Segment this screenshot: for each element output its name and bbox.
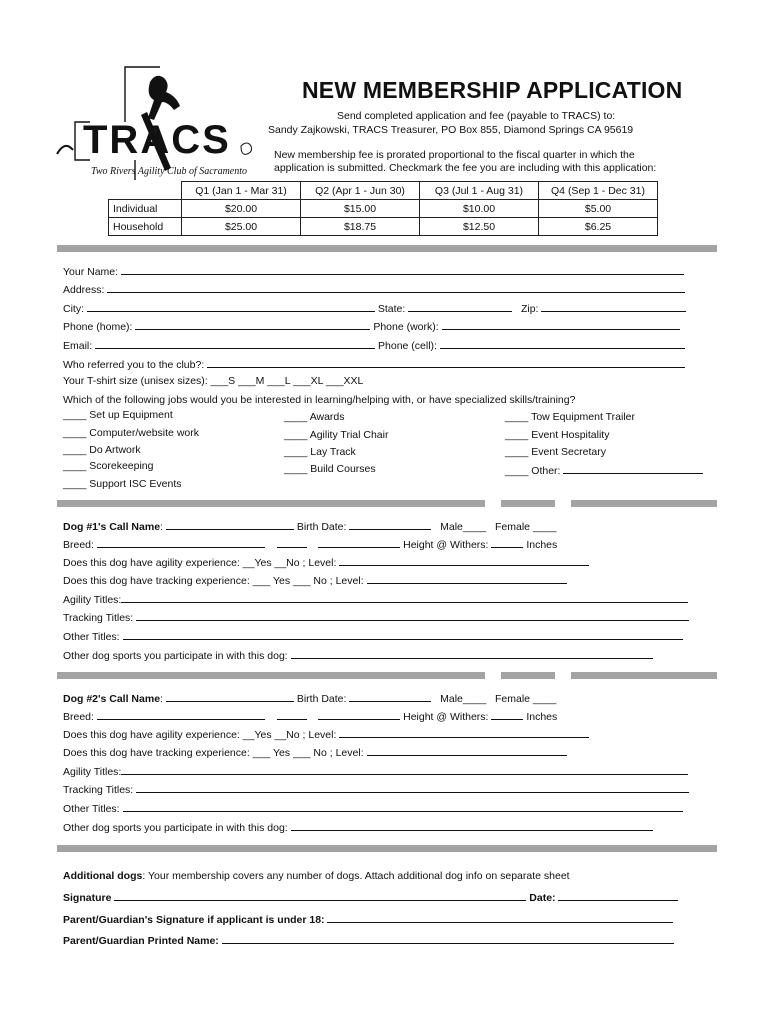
divider-notch — [555, 500, 571, 507]
job-other-label: ____ Other: — [505, 465, 561, 477]
fee-row-label: Individual — [109, 200, 182, 218]
dog2-female[interactable]: Female ____ — [495, 693, 557, 705]
dog2-tracking-titles-label: Tracking Titles: — [63, 784, 134, 796]
fee-cell[interactable]: $10.00 — [420, 200, 539, 218]
quarter-header: Q3 (Jul 1 - Aug 31) — [420, 182, 539, 200]
state-label: State: — [377, 303, 406, 315]
tracs-logo — [55, 62, 265, 182]
city-field[interactable] — [63, 301, 686, 315]
referred-label: Who referred you to the club?: — [63, 359, 205, 371]
treasurer-address: Sandy Zajkowski, TRACS Treasurer, PO Box 855, Diamond Springs CA 95619 — [268, 124, 634, 136]
fee-note-line-2: application is submitted. Checkmark the fee you are including with this application: — [274, 162, 657, 174]
dog1-other-titles-label: Other Titles: — [63, 631, 120, 643]
dog1-tracking-exp-field[interactable] — [63, 573, 567, 587]
dog1-height-label: Height @ Withers: — [403, 539, 489, 551]
city-label: City: — [63, 303, 84, 315]
phone-cell-label: Phone (cell): — [378, 340, 437, 352]
fee-cell[interactable]: $5.00 — [539, 200, 658, 218]
dog2-call-name-label: Dog #2's Call Name — [63, 693, 161, 705]
divider-notch — [485, 672, 501, 679]
dog1-agility-exp-field[interactable] — [63, 555, 589, 569]
dog2-agility-exp-label: Does this dog have agility experience: __Yes __No ; Level: — [63, 729, 337, 741]
quarter-header: Q4 (Sep 1 - Dec 31) — [539, 182, 658, 200]
divider-notch — [485, 500, 501, 507]
fee-cell[interactable]: $18.75 — [301, 218, 420, 236]
additional-dogs-text: : Your membership covers any number of dogs. Attach additional dog info on separate sheet — [142, 870, 570, 882]
fee-cell[interactable]: $20.00 — [182, 200, 301, 218]
dog2-male[interactable]: Male____ — [440, 693, 487, 705]
dog1-call-name-field[interactable]: Dog #1's Call Name: Birth Date: Male____ Female ____ — [63, 521, 557, 533]
dog1-tracking-exp-label: Does this dog have tracking experience: ___ Yes ___ No ; Level: — [63, 575, 364, 587]
divider-notch — [555, 672, 571, 679]
job-awards[interactable]: ____ Awards — [284, 411, 345, 423]
name-field[interactable] — [63, 264, 684, 278]
dog1-birth-label: Birth Date: — [296, 521, 347, 533]
dog2-agility-exp-field[interactable] — [63, 727, 589, 741]
dog2-inches-label: Inches — [526, 711, 558, 723]
dog2-tracking-titles-field[interactable] — [63, 782, 689, 796]
dog1-agility-exp-label: Does this dog have agility experience: __Yes __No ; Level: — [63, 557, 337, 569]
dog1-breed-label: Breed: — [63, 539, 94, 551]
dog1-inches-label: Inches — [526, 539, 558, 551]
dog1-other-sports-field[interactable] — [63, 648, 653, 662]
dog2-other-titles-field[interactable] — [63, 801, 683, 815]
job-lay-track[interactable]: ____ Lay Track — [284, 446, 356, 458]
dog2-call-name-field[interactable]: Dog #2's Call Name: Birth Date: Male____ Female ____ — [63, 693, 557, 705]
fee-cell[interactable]: $25.00 — [182, 218, 301, 236]
phone-home-label: Phone (home): — [63, 321, 133, 333]
additional-dogs-note — [63, 870, 570, 882]
jobs-question: Which of the following jobs would you be interested in learning/helping with, or have specialized skills/training? — [63, 394, 576, 406]
zip-label: Zip: — [520, 303, 539, 315]
dog2-other-sports-label: Other dog sports you participate in with this dog: — [63, 822, 288, 834]
dog2-other-titles-label: Other Titles: — [63, 803, 120, 815]
logo-wordmark: TRACS — [83, 118, 231, 162]
signature-label: Signature — [63, 892, 112, 904]
job-computer-website[interactable]: ____ Computer/website work — [63, 427, 199, 439]
fee-table-header — [109, 182, 658, 200]
job-trial-chair[interactable]: ____ Agility Trial Chair — [284, 429, 389, 441]
dog2-breed-field[interactable] — [63, 709, 557, 723]
email-field[interactable] — [63, 338, 685, 352]
date-label: Date: — [529, 892, 556, 904]
logo-caption: Two Rivers Agility Club of Sacramento — [91, 166, 248, 177]
signature-field[interactable] — [63, 890, 678, 904]
fee-cell[interactable]: $6.25 — [539, 218, 658, 236]
job-setup-equipment[interactable]: ____ Set up Equipment — [63, 409, 173, 421]
dog1-agility-titles-label: Agility Titles: — [63, 594, 122, 606]
referred-field[interactable] — [63, 357, 685, 371]
dog2-other-sports-field[interactable] — [63, 820, 653, 834]
fee-row-household — [109, 218, 658, 236]
dog1-breed-field[interactable] — [63, 537, 557, 551]
section-divider — [57, 672, 717, 679]
section-divider — [57, 500, 717, 507]
dog1-tracking-titles-label: Tracking Titles: — [63, 612, 134, 624]
guardian-signature-label: Parent/Guardian's Signature if applicant is under 18: — [63, 914, 325, 926]
fee-table-corner — [109, 182, 182, 200]
job-hospitality[interactable]: ____ Event Hospitality — [505, 429, 610, 441]
section-divider — [57, 845, 717, 852]
job-artwork[interactable]: ____ Do Artwork — [63, 444, 141, 456]
dog2-agility-titles-field[interactable] — [63, 764, 688, 778]
dog1-call-name-label: Dog #1's Call Name — [63, 521, 161, 533]
address-field[interactable] — [63, 282, 685, 296]
job-scorekeeping[interactable]: ____ Scorekeeping — [63, 460, 154, 472]
section-divider — [57, 245, 717, 252]
dog1-tracking-titles-field[interactable] — [63, 610, 689, 624]
quarter-header: Q1 (Jan 1 - Mar 31) — [182, 182, 301, 200]
job-tow-trailer[interactable]: ____ Tow Equipment Trailer — [505, 411, 635, 423]
address-label: Address: — [63, 284, 105, 296]
dog2-tracking-exp-field[interactable] — [63, 745, 567, 759]
job-support-isc[interactable]: ____ Support ISC Events — [63, 478, 182, 490]
job-other[interactable] — [505, 463, 703, 477]
job-secretary[interactable]: ____ Event Secretary — [505, 446, 606, 458]
guardian-name-label: Parent/Guardian Printed Name: — [63, 935, 219, 947]
dog1-female[interactable]: Female ____ — [495, 521, 557, 533]
fee-cell[interactable]: $12.50 — [420, 218, 539, 236]
fee-row-individual — [109, 200, 658, 218]
dog2-breed-label: Breed: — [63, 711, 94, 723]
name-label: Your Name: — [63, 266, 119, 278]
guardian-name-field[interactable] — [63, 933, 674, 947]
send-instructions: Send completed application and fee (payable to TRACS) to: — [337, 110, 616, 122]
fee-row-label: Household — [109, 218, 182, 236]
dog2-tracking-exp-label: Does this dog have tracking experience: ___ Yes ___ No ; Level: — [63, 747, 364, 759]
guardian-signature-field[interactable] — [63, 912, 673, 926]
job-build-courses[interactable]: ____ Build Courses — [284, 463, 376, 475]
dog1-agility-titles-field[interactable] — [63, 592, 688, 606]
fee-table — [108, 181, 658, 236]
tshirt-size-field[interactable]: Your T-shirt size (unisex sizes): ___S ___M ___L ___XL ___XXL — [63, 375, 364, 387]
dog2-agility-titles-label: Agility Titles: — [63, 766, 122, 778]
phone-work-label: Phone (work): — [373, 321, 439, 333]
fee-note-line-1: New membership fee is prorated proportional to the fiscal quarter in which the — [274, 149, 635, 161]
quarter-header: Q2 (Apr 1 - Jun 30) — [301, 182, 420, 200]
dog2-height-label: Height @ Withers: — [403, 711, 489, 723]
dog1-male[interactable]: Male____ — [440, 521, 487, 533]
page-title: NEW MEMBERSHIP APPLICATION — [302, 77, 683, 103]
additional-dogs-label: Additional dogs — [63, 870, 143, 882]
dog1-other-sports-label: Other dog sports you participate in with this dog: — [63, 650, 288, 662]
dog1-other-titles-field[interactable] — [63, 629, 683, 643]
phone-home-field[interactable] — [63, 319, 680, 333]
fee-cell[interactable]: $15.00 — [301, 200, 420, 218]
dog2-birth-label: Birth Date: — [296, 693, 347, 705]
email-label: Email: — [63, 340, 93, 352]
